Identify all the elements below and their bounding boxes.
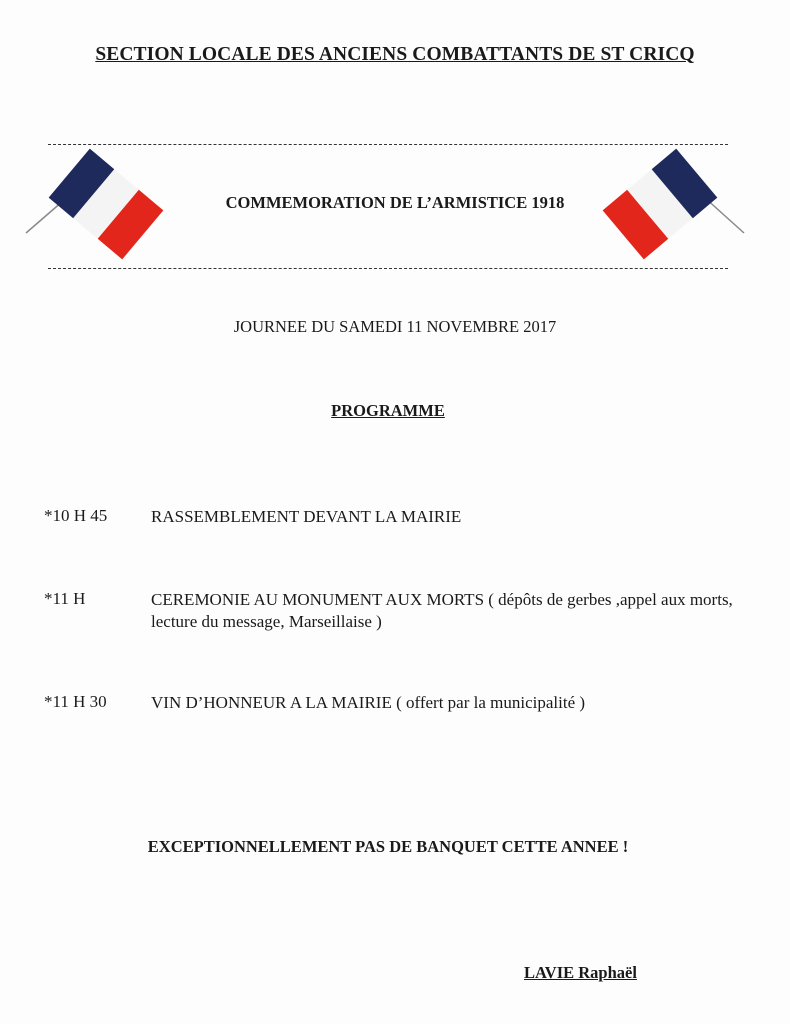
programme-item-time: *11 H 30 bbox=[44, 692, 107, 711]
french-flag-right-icon bbox=[594, 148, 754, 268]
top-dashed-divider bbox=[48, 144, 728, 145]
banquet-notice: EXCEPTIONNELLEMENT PAS DE BANQUET CETTE ANNEE ! bbox=[147, 837, 629, 856]
event-date: JOURNEE DU SAMEDI 11 NOVEMBRE 2017 bbox=[233, 317, 557, 336]
bottom-dashed-divider bbox=[48, 268, 728, 269]
programme-item-text: CEREMONIE AU MONUMENT AUX MORTS ( dépôts de gerbes ,appel aux morts, lecture du message, Marseillaise ) bbox=[151, 590, 733, 631]
programme-item-time: *11 H bbox=[44, 589, 86, 608]
page-title: SECTION LOCALE DES ANCIENS COMBATTANTS DE ST CRICQ bbox=[95, 44, 695, 65]
programme-item-text: VIN D’HONNEUR A LA MAIRIE ( offert par la municipalité ) bbox=[151, 693, 586, 712]
programme-item-time: *10 H 45 bbox=[44, 506, 108, 525]
programme-heading: PROGRAMME bbox=[331, 401, 445, 420]
commemoration-title: COMMEMORATION DE L’ARMISTICE 1918 bbox=[225, 193, 565, 212]
programme-item-text: RASSEMBLEMENT DEVANT LA MAIRIE bbox=[151, 507, 462, 526]
signature: LAVIE Raphaël bbox=[524, 963, 637, 982]
